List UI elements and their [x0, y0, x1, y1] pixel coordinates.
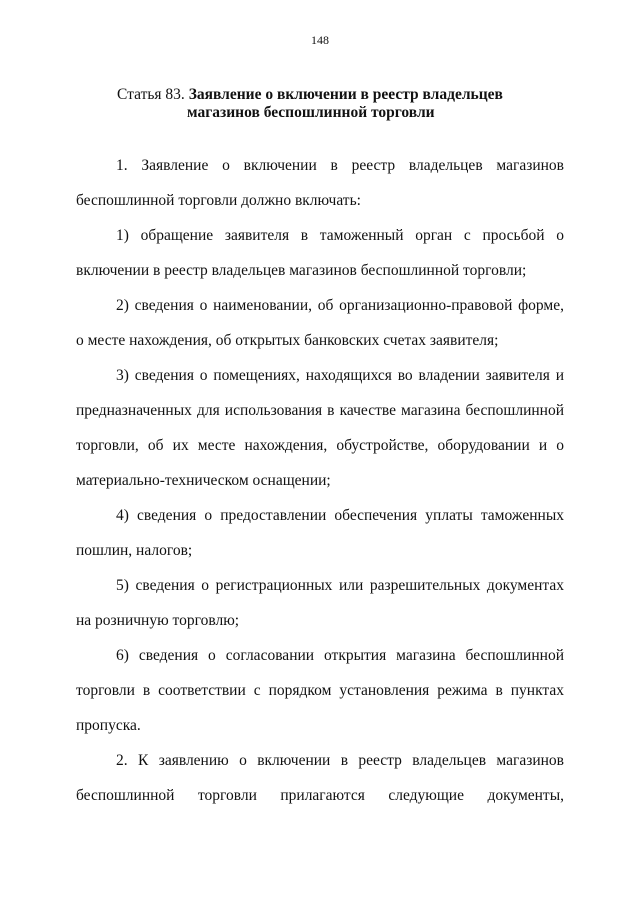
paragraph-1-4: 4) сведения о предоставлении обеспечения уплаты таможенных пошлин, налогов; — [76, 507, 564, 559]
paragraph-1-3: 3) сведения о помещениях, находящихся во владении заявителя и предназначенных для использования в качестве магазина беспошлинной торговли, об их месте нахождения, обустройстве, оборудовании и о материально-техническом оснащении; — [76, 367, 564, 489]
article-label: Статья 83. — [117, 86, 185, 103]
paragraph-1-6: 6) сведения о согласовании открытия магазина беспошлинной торговли в соответствии с порядком установления режима в пунктах пропуска. — [76, 647, 564, 734]
paragraph-1-1: 1) обращение заявителя в таможенный орган с просьбой о включении в реестр владельцев магазинов беспошлинной торговли; — [76, 227, 564, 279]
page-number: 148 — [311, 33, 329, 47]
paragraph-1-2: 2) сведения о наименовании, об организационно-правовой форме, о месте нахождения, об открытых банковских счетах заявителя; — [76, 297, 564, 349]
article-title-line-2: магазинов беспошлинной торговли — [187, 104, 435, 121]
paragraph-1-5: 5) сведения о регистрационных или разрешительных документах на розничную торговлю; — [76, 577, 564, 629]
paragraph-1: 1. Заявление о включении в реестр владельцев магазинов беспошлинной торговли должно включать: — [76, 157, 564, 209]
article-title-line-1: Заявление о включении в реестр владельцев — [188, 86, 503, 103]
paragraph-2: 2. К заявлению о включении в реестр владельцев магазинов беспошлинной торговли прилагаются следующие документы, — [76, 752, 564, 804]
article-body — [76, 148, 564, 813]
article-heading — [117, 86, 537, 122]
